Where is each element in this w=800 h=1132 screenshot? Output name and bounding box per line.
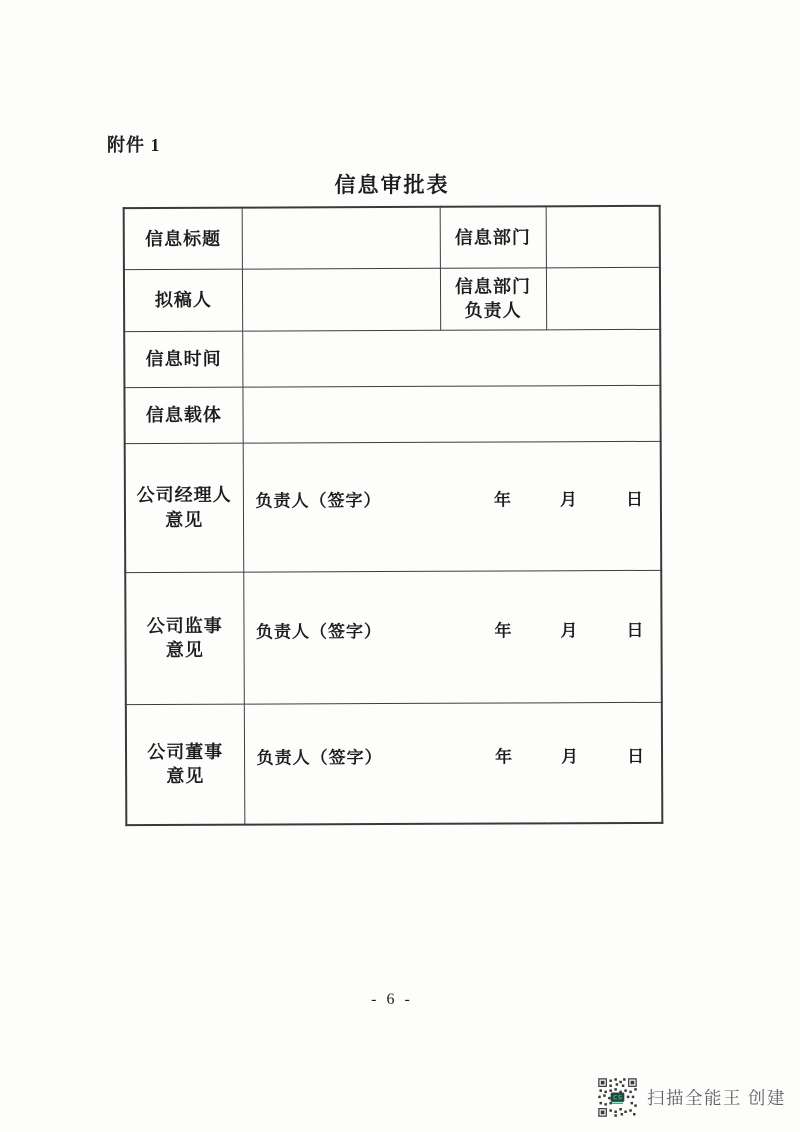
label-info-title: 信息标题 bbox=[124, 208, 242, 270]
label-drafter: 拟稿人 bbox=[124, 269, 242, 332]
label-manager-opinion bbox=[125, 443, 244, 573]
cell-info-department-value bbox=[546, 206, 660, 267]
label-info-department-head bbox=[440, 267, 546, 329]
label-info-department-head-line2: 负责人 bbox=[464, 300, 522, 321]
row-director-opinion bbox=[126, 702, 663, 825]
row-manager-opinion bbox=[125, 441, 662, 572]
row-supervisor-opinion bbox=[125, 570, 662, 704]
year-label: 年 bbox=[494, 620, 513, 641]
label-manager-opinion-line1: 公司经理人 bbox=[136, 484, 232, 506]
row-drafter bbox=[124, 267, 660, 331]
cell-manager-opinion bbox=[243, 441, 662, 572]
label-info-department-head-line1: 信息部门 bbox=[454, 276, 532, 297]
qr-logo-text: CS bbox=[612, 1093, 623, 1102]
label-director-opinion bbox=[126, 704, 245, 826]
camscanner-watermark bbox=[597, 1077, 786, 1118]
attachment-label: 附件 1 bbox=[107, 135, 161, 155]
label-supervisor-opinion-line1: 公司监事 bbox=[146, 615, 223, 636]
page-number: - 6 - bbox=[371, 991, 413, 1008]
label-director-opinion-line2: 意见 bbox=[166, 766, 205, 787]
form-title: 信息审批表 bbox=[334, 173, 450, 197]
manager-sign-line bbox=[243, 485, 660, 528]
approval-form bbox=[123, 205, 662, 826]
cell-info-carrier-value bbox=[242, 385, 660, 443]
month-label: 月 bbox=[561, 746, 580, 767]
year-label: 年 bbox=[495, 747, 514, 767]
day-label: 日 bbox=[625, 489, 644, 509]
label-manager-opinion-line2: 意见 bbox=[165, 509, 204, 530]
label-info-department: 信息部门 bbox=[440, 206, 546, 267]
sign-label: 负责人（签字） bbox=[256, 747, 383, 768]
approval-table bbox=[123, 205, 664, 826]
label-info-carrier: 信息载体 bbox=[124, 387, 242, 444]
sign-label: 负责人（签字） bbox=[255, 621, 383, 642]
day-label: 日 bbox=[627, 746, 646, 766]
month-label: 月 bbox=[560, 620, 579, 640]
cell-drafter-value bbox=[242, 268, 440, 331]
label-info-time: 信息时间 bbox=[124, 331, 242, 388]
row-info-time bbox=[124, 329, 660, 387]
sign-label: 负责人（签字） bbox=[255, 491, 382, 511]
label-director-opinion-line1: 公司董事 bbox=[147, 741, 224, 763]
label-supervisor-opinion-line2: 意见 bbox=[165, 639, 204, 660]
row-info-title bbox=[124, 206, 660, 269]
cell-info-time-value bbox=[242, 329, 660, 387]
cell-director-opinion bbox=[244, 702, 663, 825]
cell-supervisor-opinion bbox=[243, 570, 662, 704]
year-label: 年 bbox=[493, 490, 512, 510]
director-sign-line bbox=[244, 742, 661, 785]
day-label: 日 bbox=[626, 620, 645, 640]
month-label: 月 bbox=[559, 490, 578, 510]
cell-info-title-value bbox=[242, 207, 440, 269]
qr-code-icon bbox=[597, 1077, 638, 1118]
supervisor-sign-line bbox=[244, 615, 661, 658]
row-info-carrier bbox=[124, 385, 660, 443]
camscanner-text: 扫描全能王 创建 bbox=[647, 1088, 786, 1108]
label-supervisor-opinion bbox=[125, 572, 244, 705]
cell-info-department-head-value bbox=[546, 267, 660, 329]
